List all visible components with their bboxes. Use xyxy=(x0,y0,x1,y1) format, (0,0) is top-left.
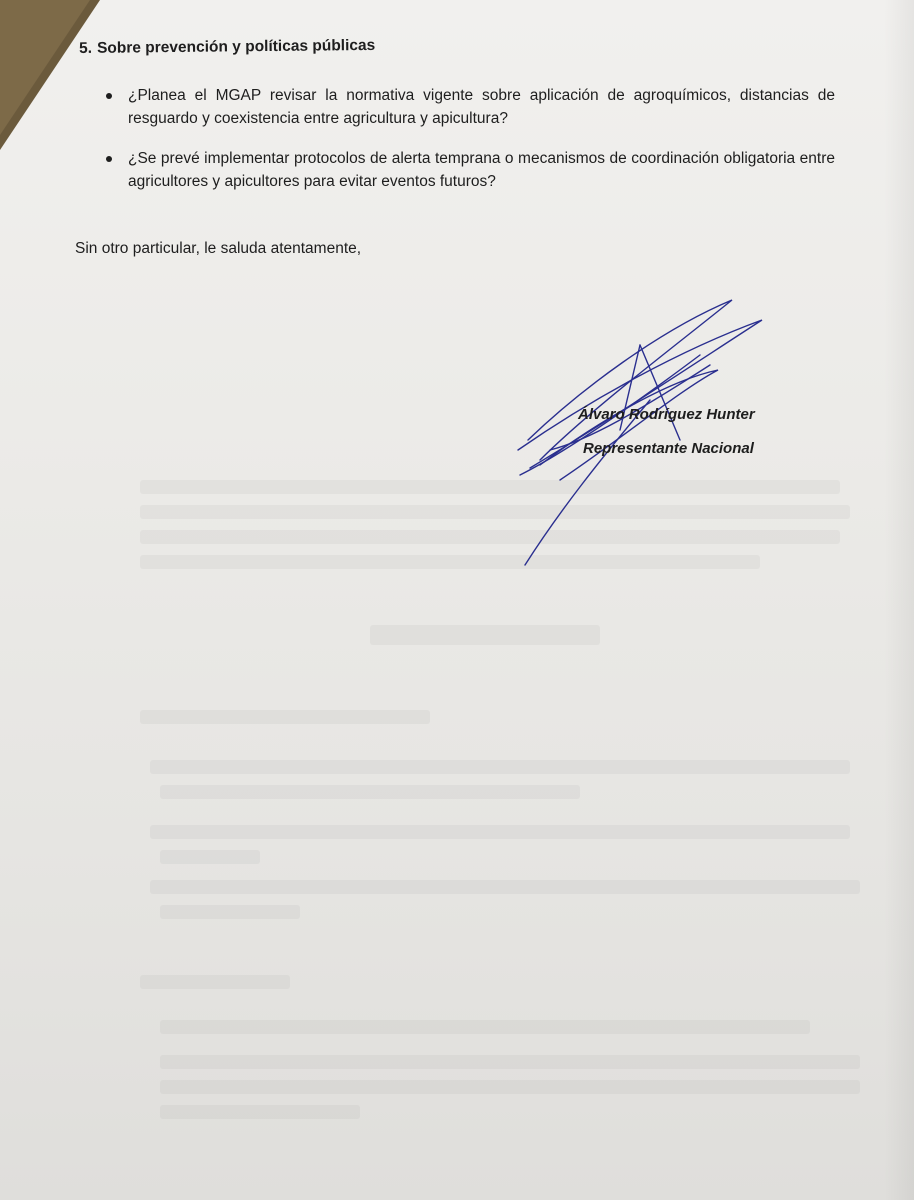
bullet-icon xyxy=(106,156,112,162)
bullet-icon xyxy=(106,93,112,99)
list-item xyxy=(100,147,835,193)
closing-salutation: Sin otro particular, le saluda atentamente, xyxy=(75,240,362,257)
signatory-role: Representante Nacional xyxy=(583,440,754,457)
question-list xyxy=(100,84,835,210)
question-text: ¿Se prevé implementar protocolos de alerta temprana o mecanismos de coordinación obligatoria entre agricultores y apicultores para evitar eventos futuros? xyxy=(128,150,835,190)
folded-corner-shadow xyxy=(0,0,110,160)
signatory-name: Álvaro Rodríguez Hunter xyxy=(578,406,755,423)
list-item xyxy=(100,84,835,130)
page-edge-shadow xyxy=(884,0,914,1200)
section-title: Sobre prevención y políticas públicas xyxy=(96,36,376,57)
section-number: 5. xyxy=(79,39,93,57)
question-text: ¿Planea el MGAP revisar la normativa vigente sobre aplicación de agroquímicos, distancias de resguardo y coexistencia entre agricultura y apicultura? xyxy=(128,87,835,127)
handwritten-signature xyxy=(500,290,780,580)
section-heading xyxy=(79,37,375,58)
